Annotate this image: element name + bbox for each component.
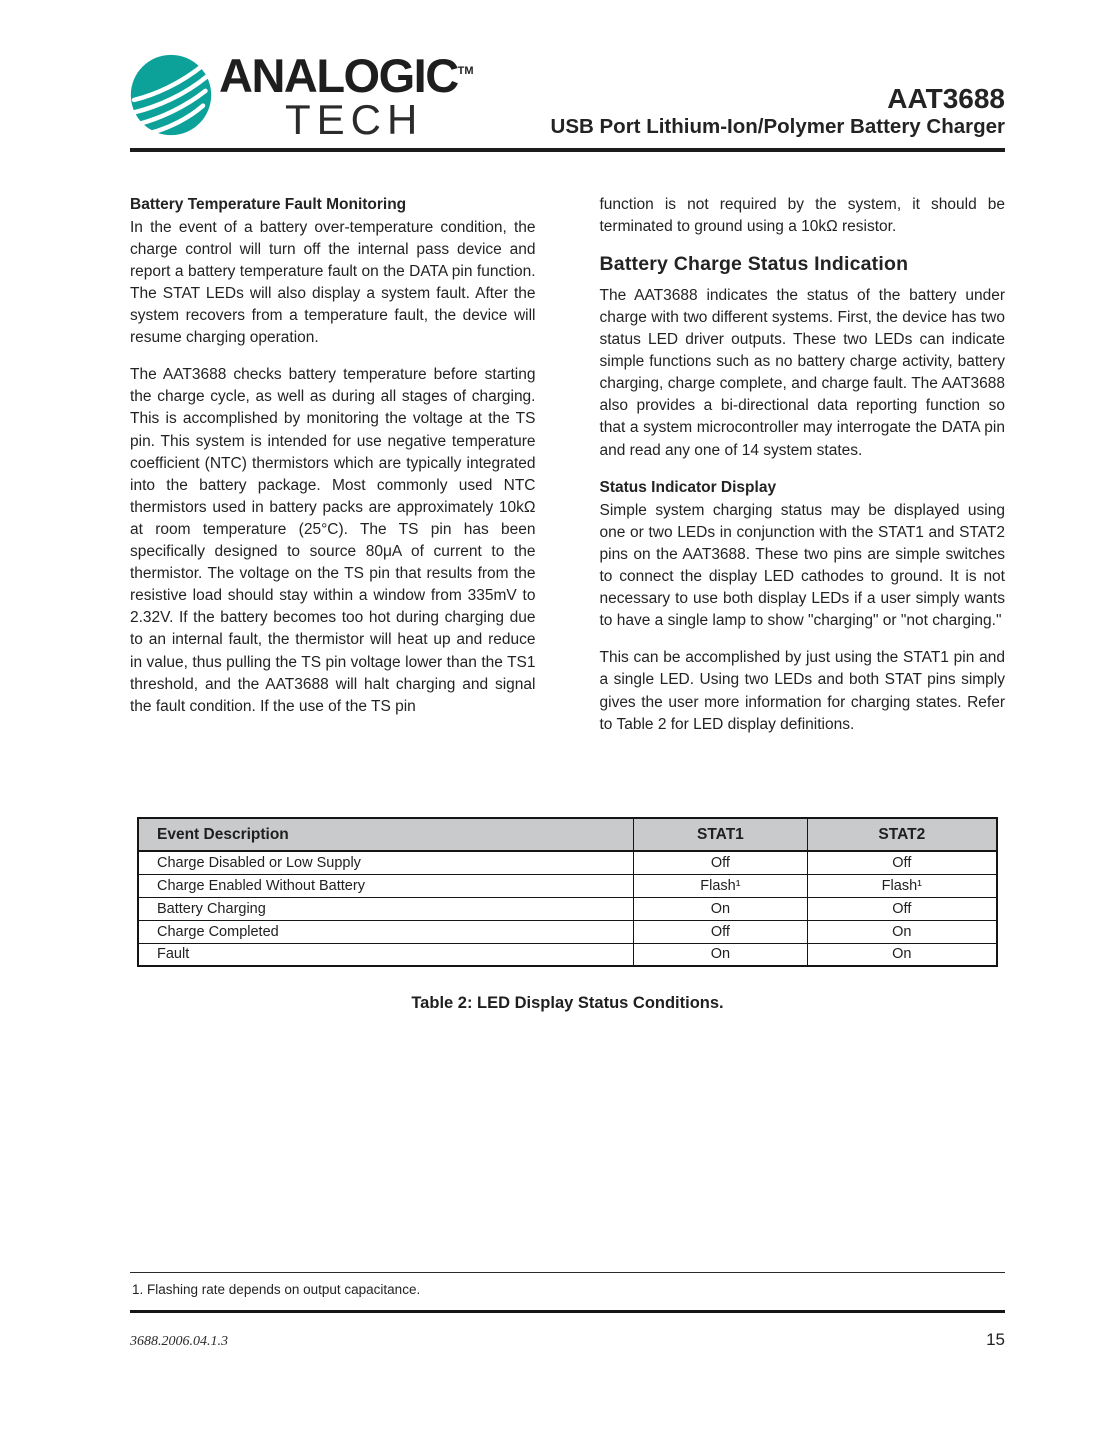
table-row (138, 851, 997, 874)
paragraph: This can be accomplished by just using the STAT1 pin and a single LED. Using two LEDs and both STAT pins simply gives the user more information for charging states. Refer to Table 2 for LED display definitions. (599, 649, 1005, 733)
stat2-cell: Off (807, 897, 997, 920)
stat2-cell: On (892, 946, 912, 963)
paragraph: The AAT3688 indicates the status of the battery under charge with two different systems. First, the device has two status LED driver outputs. These two LEDs can indicate simple functions such as no battery charge activity, battery charging, charge complete, and charge fault. The AAT3688 also provides a bi-directional data reporting function so that a system microcontroller may interrogate the DATA pin and read any one of 14 system states. (599, 286, 1005, 459)
footer-divider (130, 1310, 1005, 1313)
stat2-cell: Off (807, 851, 997, 874)
paragraph: In the event of a battery over-temperature condition, the charge control will turn off the internal pass device and report a battery temperature fault on the DATA pin function. The STAT LEDs will also display a system fault. After the system recovers from a temperature fault, the device will resume charging operation. (130, 218, 536, 347)
footnote-text: 1. Flashing rate depends on output capacitance. (132, 1282, 421, 1297)
left-column-heading: Battery Temperature Fault Monitoring (130, 195, 407, 213)
table-row (138, 943, 997, 966)
brand-name-analogic (219, 49, 474, 102)
left-column (130, 194, 536, 751)
right-column (600, 194, 1006, 751)
document-title: USB Port Lithium-Ion/Polymer Battery Charger (550, 115, 1005, 139)
document-title-block (551, 83, 1005, 141)
subsection-heading-status-indicator-display: Status Indicator Display (599, 478, 777, 496)
stat2-cell: On (807, 920, 997, 943)
paragraph: function is not required by the system, it should be terminated to ground using a 10kΩ resistor. (599, 195, 1005, 235)
document-revision-code: 3688.2006.04.1.3 (130, 1334, 228, 1349)
event-cell: Charge Enabled Without Battery (138, 874, 634, 897)
page-footer (130, 1272, 1005, 1350)
event-cell: Charge Completed (138, 920, 634, 943)
brand-line1-label: ANALOGIC (219, 49, 458, 102)
page-number: 15 (986, 1330, 1005, 1349)
table-row (138, 897, 997, 920)
footnote-divider (130, 1272, 1005, 1273)
table-body (138, 851, 997, 966)
footer-row (130, 1330, 1005, 1350)
column-header-stat1: STAT1 (634, 818, 808, 851)
paragraph: The AAT3688 checks battery temperature before starting the charge cycle, as well as during all stages of charging. This is accomplished by monitoring the voltage at the TS pin. This system is intended for use negative temperature coefficient (NTC) thermistors which are typically integrated into the battery package. Most commonly used NTC thermistors used in battery packs are approximately 10kΩ at room temperature (25°C). The TS pin has been specifically designed to source 80μA of current to the thermistor. The voltage on the TS pin that results from the resistive load should stay within a window from 335mV to 2.32V. If the battery becomes too hot during charging due to an internal fault, the thermistor will heat up and reduce in value, thus pulling the TS pin voltage lower than the TS1 threshold, and the AAT3688 will halt charging and signal the fault condition. If the use of the TS pin (130, 366, 536, 715)
table-header-row (138, 818, 997, 851)
section-heading-battery-charge-status: Battery Charge Status Indication (599, 252, 909, 275)
stat1-cell: Off (634, 851, 808, 874)
part-number: AAT3688 (887, 82, 1005, 114)
paragraph: Simple system charging status may be displayed using one or two LEDs in conjunction with the STAT1 and STAT2 pins on the AAT3688. These two pins are simple switches to connect the display LED cathodes to ground. It is not necessary to use both display LEDs if a user simply wants to have a single lamp to show "charging" or "not charging." (599, 501, 1005, 630)
analogictech-logo (130, 49, 474, 143)
led-display-status-table (137, 817, 998, 967)
brand-text (219, 49, 474, 143)
table-head (138, 818, 997, 851)
page-header (130, 49, 1005, 152)
stat1-cell: Flash¹ (634, 874, 808, 897)
trademark-symbol: TM (457, 65, 474, 77)
table-row (138, 920, 997, 943)
column-header-stat2: STAT2 (807, 818, 997, 851)
analogictech-leaf-icon (130, 54, 212, 136)
table-row (138, 874, 997, 897)
event-cell: Fault (157, 946, 190, 963)
stat1-cell: Off (634, 920, 808, 943)
event-cell: Charge Disabled or Low Supply (138, 851, 634, 874)
led-status-table-section (137, 817, 998, 1013)
table-caption: Table 2: LED Display Status Conditions. (411, 994, 724, 1012)
stat1-cell: On (634, 943, 808, 966)
stat1-cell: On (634, 897, 808, 920)
body-columns (130, 194, 1005, 751)
column-header-event-description: Event Description (138, 818, 634, 851)
event-cell: Battery Charging (138, 897, 634, 920)
brand-name-tech: TECH (285, 95, 424, 143)
stat2-cell: Flash¹ (807, 874, 997, 897)
